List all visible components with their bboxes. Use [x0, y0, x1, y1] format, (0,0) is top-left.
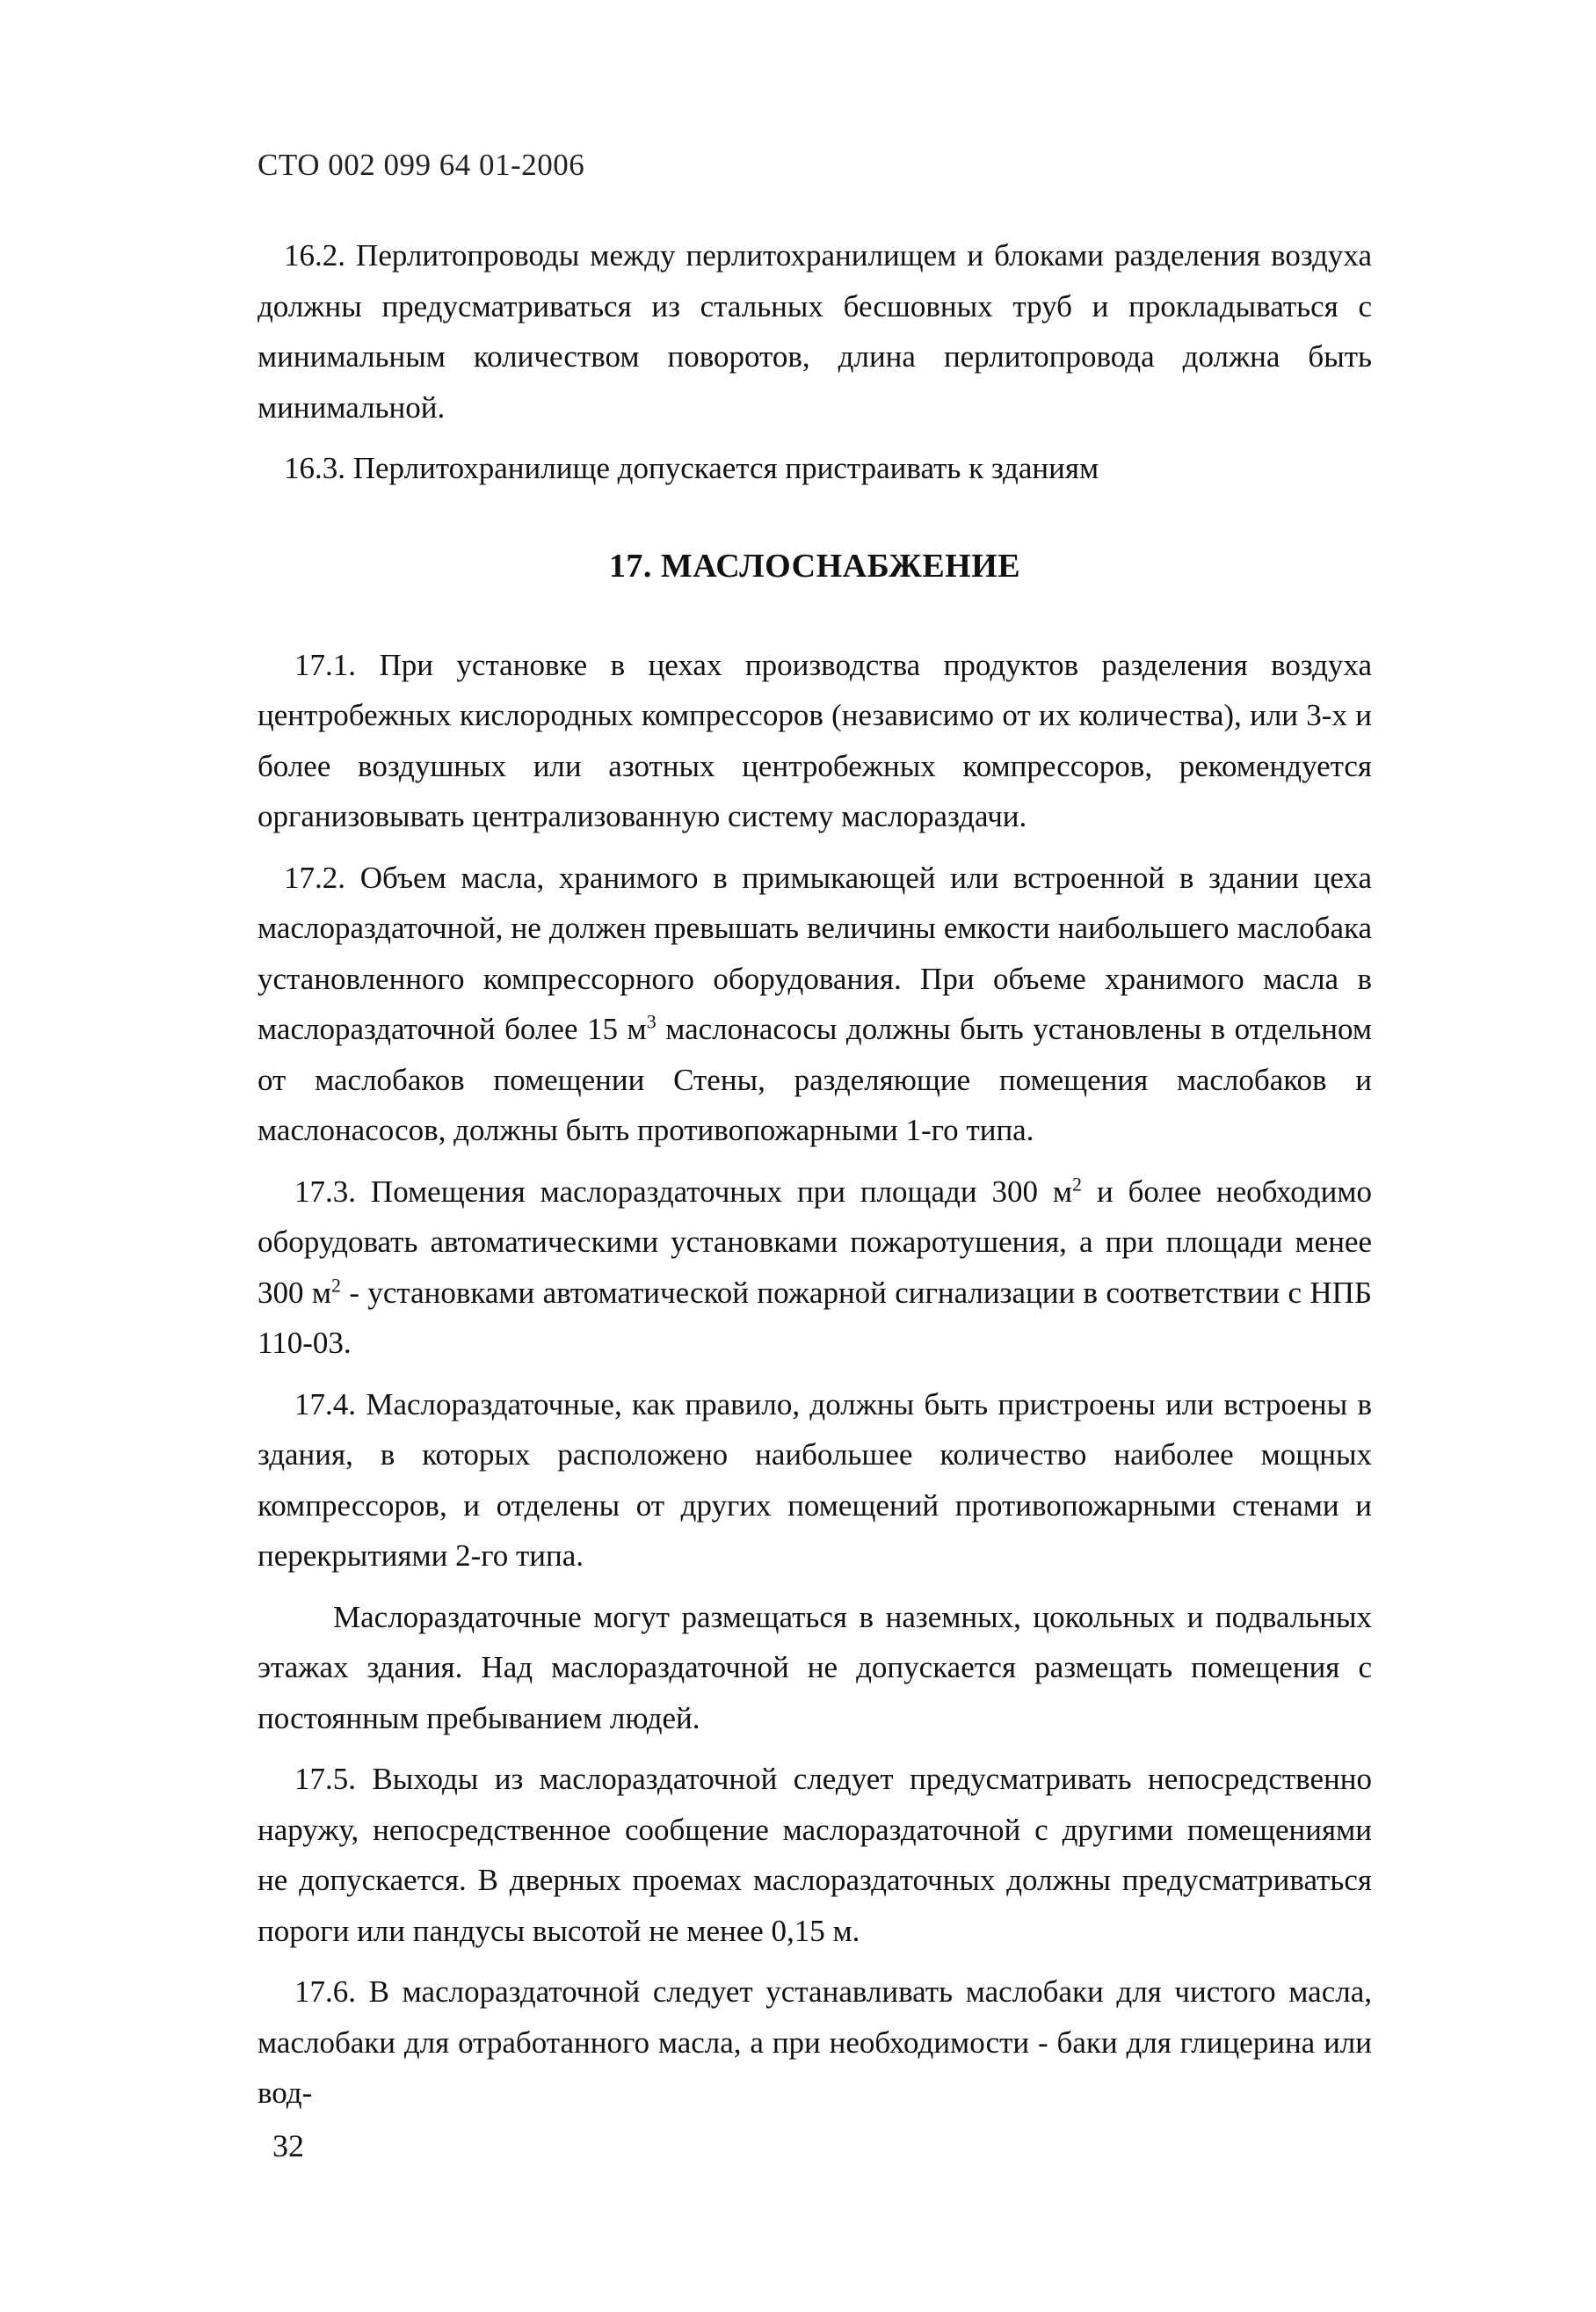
section-title: 17. МАСЛОСНАБЖЕНИЕ [608, 547, 1021, 585]
paragraph-17-4: 17.4. Маслораздаточные, как правило, должны быть пристроены или встроены в здания, в которых расположено наибольшее количество наиболее мощных компрессоров, и отделены от других помещений противопожарными стенами и перекрытиями 2-го типа. [258, 1386, 1372, 1573]
paragraph-16-2: 16.2. Перлитопроводы между перлитохранилищем и блоками разделения воздуха должны предусматриваться из стальных бесшовных труб и прокладываться с минимальным количеством поворотов, длина перлитопровода должна быть минимальной. [258, 238, 1372, 425]
paragraph-17-5: 17.5. Выходы из маслораздаточной следует предусматривать непосредственно наружу, непосредственное сообщение маслораздаточной с другими помещениями не допускается. В дверных проемах маслораздаточных должны предусматриваться пороги или пандусы высотой не менее 0,15 м. [258, 1762, 1372, 1948]
paragraph-17-3-part-b: и более необходимо оборудовать автоматическими установками пожаротушения, а при площади менее 300 м [258, 1174, 1372, 1310]
paragraph-17-3 [258, 1167, 1372, 1369]
superscript-cubic: 3 [646, 1010, 657, 1033]
superscript-square-1: 2 [1072, 1172, 1083, 1195]
document-code-header: СТО 002 099 64 01-2006 [258, 148, 585, 182]
paragraph-17-6: 17.6. В маслораздаточной следует устанавливать маслобаки для чистого масла, маслобаки для отработанного масла, а при необходимости - баки для глицерина или вод- [258, 1974, 1372, 2110]
paragraph-17-3-part-c: - установками автоматической пожарной сигнализации в соответствии с НПБ 110-03. [258, 1275, 1373, 1360]
paragraph-17-4-continued: Маслораздаточные могут размещаться в наземных, цокольных и подвальных этажах здания. Над маслораздаточной не допускается размещать помещения с постоянным пребыванием людей. [258, 1599, 1372, 1735]
superscript-square-2: 2 [331, 1273, 341, 1296]
paragraph-17-2-part-a: 17.2. Объем масла, хранимого в примыкающей или встроенной в здании цеха маслораздаточной, не должен превышать величины емкости наибольшего маслобака установленного компрессорного оборудования. При объеме хранимого масла в маслораздаточной более 15 м [258, 860, 1372, 1046]
paragraph-16-3: 16.3. Перлитохранилище допускается пристраивать к зданиям [284, 451, 1099, 485]
paragraph-17-2-part-b: маслонасосы должны быть установлены в отдельном от маслобаков помещении Стены, разделяющие помещения маслобаков и маслонасосов, должны быть противопожарными 1-го типа. [258, 1012, 1372, 1147]
page-number: 32 [272, 2128, 304, 2163]
paragraph-17-1: 17.1. При установке в цехах производства продуктов разделения воздуха центробежных кислородных компрессоров (независимо от их количества), или 3-х и более воздушных или азотных центробежных компрессоров, рекомендуется организовывать централизованную систему маслораздачи. [258, 647, 1372, 833]
paragraph-17-3-part-a: 17.3. Помещения маслораздаточных при площади 300 м [294, 1174, 1073, 1209]
paragraph-17-2 [258, 853, 1372, 1156]
page-content [258, 230, 1372, 2119]
